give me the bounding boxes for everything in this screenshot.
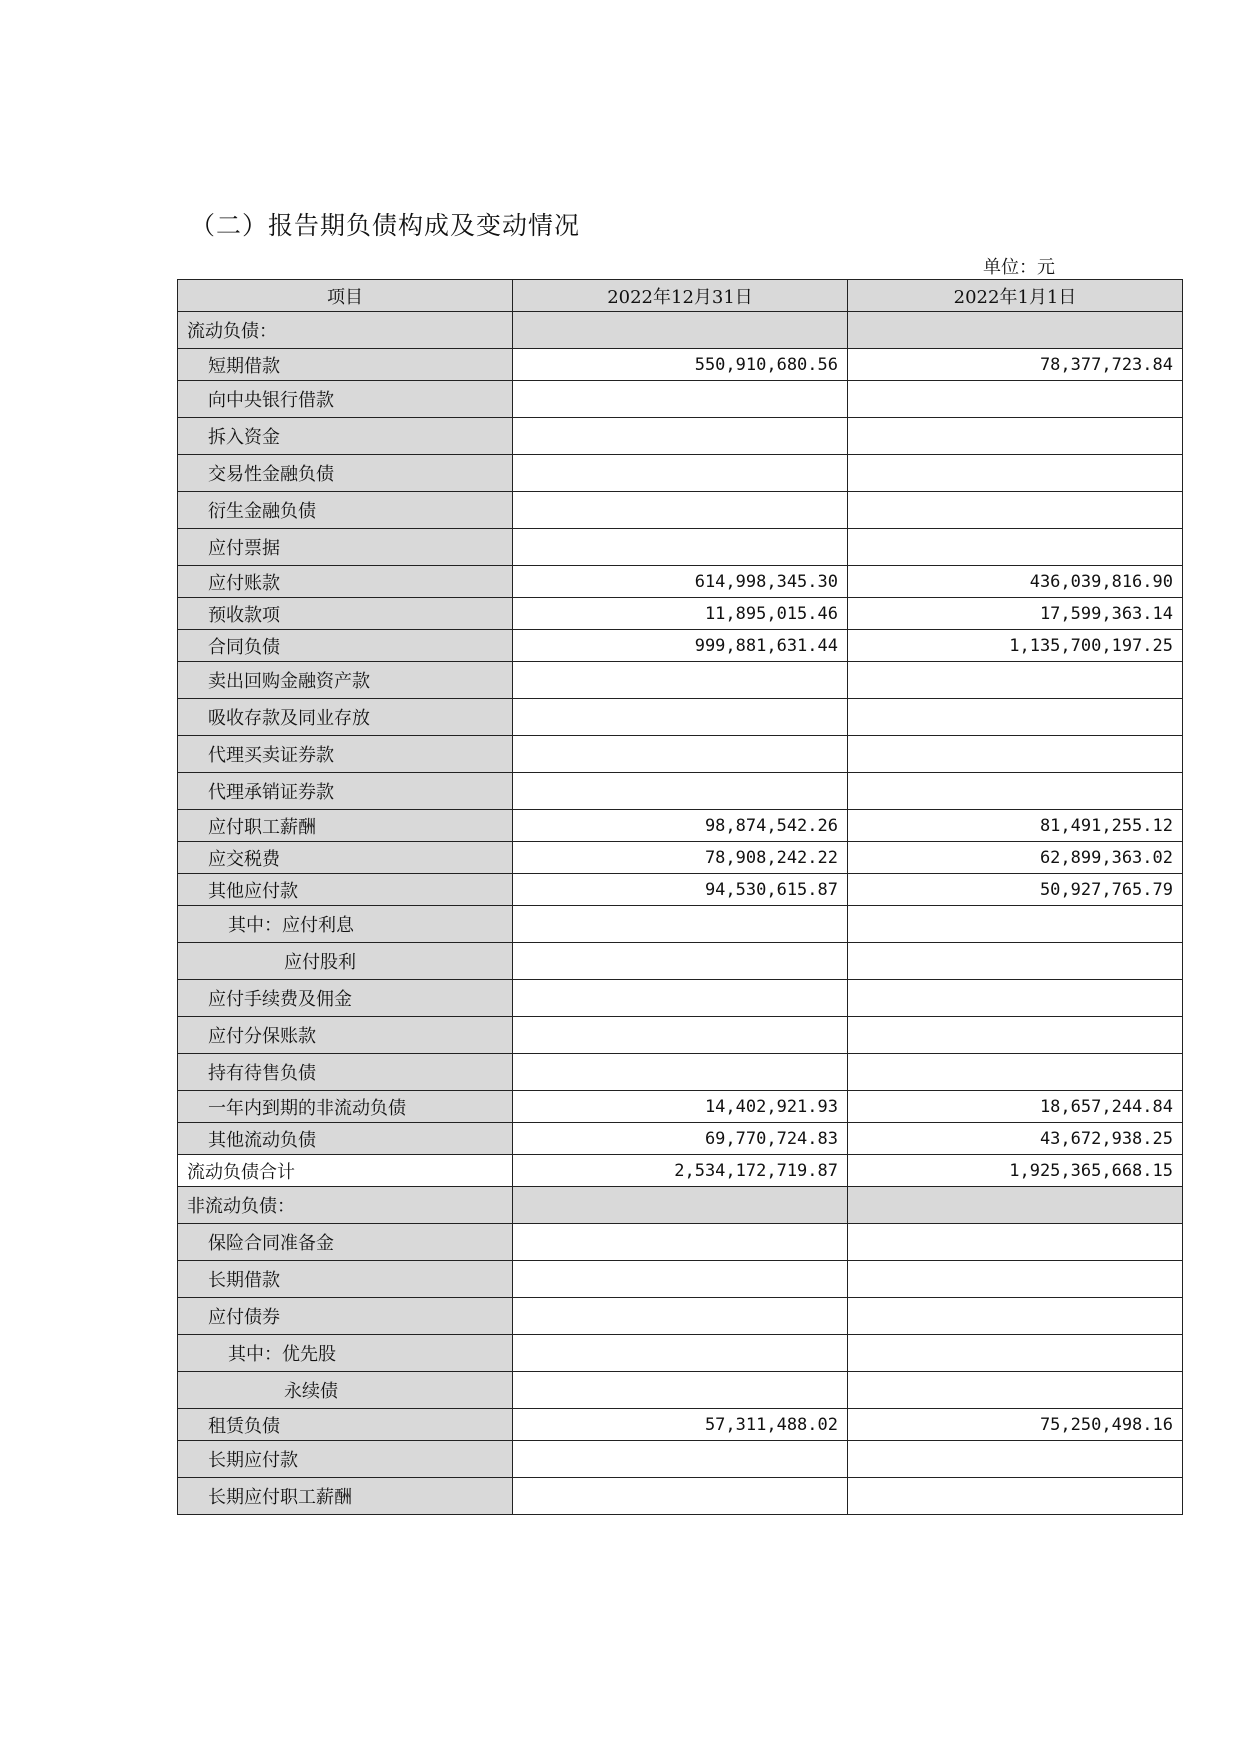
table-row [178, 1335, 1183, 1372]
value-2022-01-01: 436,039,816.90 [848, 566, 1183, 598]
table-row [178, 630, 1183, 662]
table-row [178, 349, 1183, 381]
table-row [178, 662, 1183, 699]
table-row [178, 773, 1183, 810]
table-row [178, 1261, 1183, 1298]
row-label: 应付账款 [178, 566, 513, 598]
value-2022-01-01: 78,377,723.84 [848, 349, 1183, 381]
value-2022-01-01 [848, 1224, 1183, 1261]
table-row [178, 943, 1183, 980]
table-row [178, 1054, 1183, 1091]
value-2022-01-01 [848, 1478, 1183, 1515]
value-2022-12-31 [513, 455, 848, 492]
row-label: 交易性金融负债 [178, 455, 513, 492]
value-2022-01-01 [848, 1441, 1183, 1478]
table-row [178, 598, 1183, 630]
row-label: 应付股利 [178, 943, 513, 980]
value-2022-01-01 [848, 699, 1183, 736]
table-row [178, 312, 1183, 349]
value-2022-12-31 [513, 699, 848, 736]
row-label: 卖出回购金融资产款 [178, 662, 513, 699]
value-2022-01-01 [848, 492, 1183, 529]
value-2022-12-31: 614,998,345.30 [513, 566, 848, 598]
value-2022-01-01 [848, 1017, 1183, 1054]
value-2022-12-31 [513, 1372, 848, 1409]
value-2022-12-31 [513, 1478, 848, 1515]
value-2022-12-31 [513, 1298, 848, 1335]
value-2022-01-01: 75,250,498.16 [848, 1409, 1183, 1441]
row-label: 代理承销证券款 [178, 773, 513, 810]
value-2022-01-01 [848, 1054, 1183, 1091]
value-2022-01-01 [848, 906, 1183, 943]
row-label: 租赁负债 [178, 1409, 513, 1441]
value-2022-01-01 [848, 980, 1183, 1017]
table-row [178, 1372, 1183, 1409]
table-row [178, 980, 1183, 1017]
row-label: 其中：优先股 [178, 1335, 513, 1372]
row-label: 应付债券 [178, 1298, 513, 1335]
row-label: 保险合同准备金 [178, 1224, 513, 1261]
section-title: （二）报告期负债构成及变动情况 [190, 211, 581, 240]
row-label: 吸收存款及同业存放 [178, 699, 513, 736]
value-2022-01-01 [848, 662, 1183, 699]
value-2022-01-01 [848, 418, 1183, 455]
column-header-item: 项目 [178, 280, 513, 312]
row-label: 流动负债： [178, 312, 513, 349]
value-2022-01-01: 1,925,365,668.15 [848, 1155, 1183, 1187]
table-row [178, 1298, 1183, 1335]
value-2022-12-31 [513, 1017, 848, 1054]
value-2022-12-31 [513, 1224, 848, 1261]
value-2022-01-01: 62,899,363.02 [848, 842, 1183, 874]
row-label: 一年内到期的非流动负债 [178, 1091, 513, 1123]
value-2022-12-31 [513, 906, 848, 943]
row-label: 应付职工薪酬 [178, 810, 513, 842]
value-2022-01-01 [848, 943, 1183, 980]
value-2022-12-31 [513, 492, 848, 529]
row-label: 应付手续费及佣金 [178, 980, 513, 1017]
value-2022-12-31 [513, 1335, 848, 1372]
row-label: 长期借款 [178, 1261, 513, 1298]
row-label: 持有待售负债 [178, 1054, 513, 1091]
value-2022-12-31 [513, 1187, 848, 1224]
row-label: 非流动负债： [178, 1187, 513, 1224]
table-row [178, 566, 1183, 598]
value-2022-01-01 [848, 736, 1183, 773]
value-2022-01-01 [848, 455, 1183, 492]
value-2022-01-01 [848, 1298, 1183, 1335]
table-row [178, 1478, 1183, 1515]
value-2022-12-31 [513, 1054, 848, 1091]
table-row [178, 1123, 1183, 1155]
table-row [178, 418, 1183, 455]
row-label: 应付分保账款 [178, 1017, 513, 1054]
row-label: 合同负债 [178, 630, 513, 662]
value-2022-12-31: 98,874,542.26 [513, 810, 848, 842]
value-2022-12-31: 2,534,172,719.87 [513, 1155, 848, 1187]
row-label: 应付票据 [178, 529, 513, 566]
table-row [178, 1187, 1183, 1224]
value-2022-12-31 [513, 980, 848, 1017]
row-label: 代理买卖证券款 [178, 736, 513, 773]
value-2022-01-01: 18,657,244.84 [848, 1091, 1183, 1123]
table-row [178, 381, 1183, 418]
value-2022-12-31: 550,910,680.56 [513, 349, 848, 381]
value-2022-01-01 [848, 1372, 1183, 1409]
value-2022-01-01 [848, 1335, 1183, 1372]
table-row [178, 699, 1183, 736]
value-2022-12-31: 11,895,015.46 [513, 598, 848, 630]
value-2022-12-31 [513, 736, 848, 773]
row-label: 短期借款 [178, 349, 513, 381]
table-row [178, 1224, 1183, 1261]
table-row [178, 874, 1183, 906]
row-label: 流动负债合计 [178, 1155, 513, 1187]
value-2022-01-01 [848, 1187, 1183, 1224]
value-2022-12-31: 94,530,615.87 [513, 874, 848, 906]
value-2022-01-01 [848, 1261, 1183, 1298]
value-2022-01-01 [848, 312, 1183, 349]
row-label: 其中：应付利息 [178, 906, 513, 943]
row-label: 长期应付款 [178, 1441, 513, 1478]
column-header-2022-01-01: 2022年1月1日 [848, 280, 1183, 312]
value-2022-01-01: 81,491,255.12 [848, 810, 1183, 842]
table-row [178, 1155, 1183, 1187]
row-label: 向中央银行借款 [178, 381, 513, 418]
value-2022-12-31 [513, 662, 848, 699]
value-2022-12-31 [513, 381, 848, 418]
value-2022-12-31: 69,770,724.83 [513, 1123, 848, 1155]
row-label: 拆入资金 [178, 418, 513, 455]
table-header-row [178, 280, 1183, 312]
row-label: 永续债 [178, 1372, 513, 1409]
table-row [178, 736, 1183, 773]
value-2022-01-01 [848, 773, 1183, 810]
row-label: 预收款项 [178, 598, 513, 630]
table-row [178, 1017, 1183, 1054]
row-label: 其他应付款 [178, 874, 513, 906]
table-row [178, 810, 1183, 842]
value-2022-12-31 [513, 1441, 848, 1478]
table-row [178, 842, 1183, 874]
row-label: 衍生金融负债 [178, 492, 513, 529]
table-row [178, 906, 1183, 943]
value-2022-12-31: 57,311,488.02 [513, 1409, 848, 1441]
value-2022-01-01: 50,927,765.79 [848, 874, 1183, 906]
value-2022-12-31: 14,402,921.93 [513, 1091, 848, 1123]
unit-label: 单位：元 [983, 257, 1055, 278]
value-2022-12-31: 78,908,242.22 [513, 842, 848, 874]
liabilities-table [177, 279, 1183, 1515]
table-row [178, 492, 1183, 529]
value-2022-01-01: 1,135,700,197.25 [848, 630, 1183, 662]
table-row [178, 1091, 1183, 1123]
value-2022-01-01: 17,599,363.14 [848, 598, 1183, 630]
value-2022-12-31 [513, 418, 848, 455]
value-2022-12-31 [513, 943, 848, 980]
value-2022-12-31 [513, 773, 848, 810]
table-row [178, 1441, 1183, 1478]
column-header-2022-12-31: 2022年12月31日 [513, 280, 848, 312]
value-2022-12-31: 999,881,631.44 [513, 630, 848, 662]
row-label: 长期应付职工薪酬 [178, 1478, 513, 1515]
table-row [178, 1409, 1183, 1441]
value-2022-12-31 [513, 529, 848, 566]
row-label: 应交税费 [178, 842, 513, 874]
value-2022-01-01: 43,672,938.25 [848, 1123, 1183, 1155]
value-2022-01-01 [848, 381, 1183, 418]
row-label: 其他流动负债 [178, 1123, 513, 1155]
value-2022-12-31 [513, 1261, 848, 1298]
table-row [178, 529, 1183, 566]
value-2022-01-01 [848, 529, 1183, 566]
value-2022-12-31 [513, 312, 848, 349]
table-row [178, 455, 1183, 492]
